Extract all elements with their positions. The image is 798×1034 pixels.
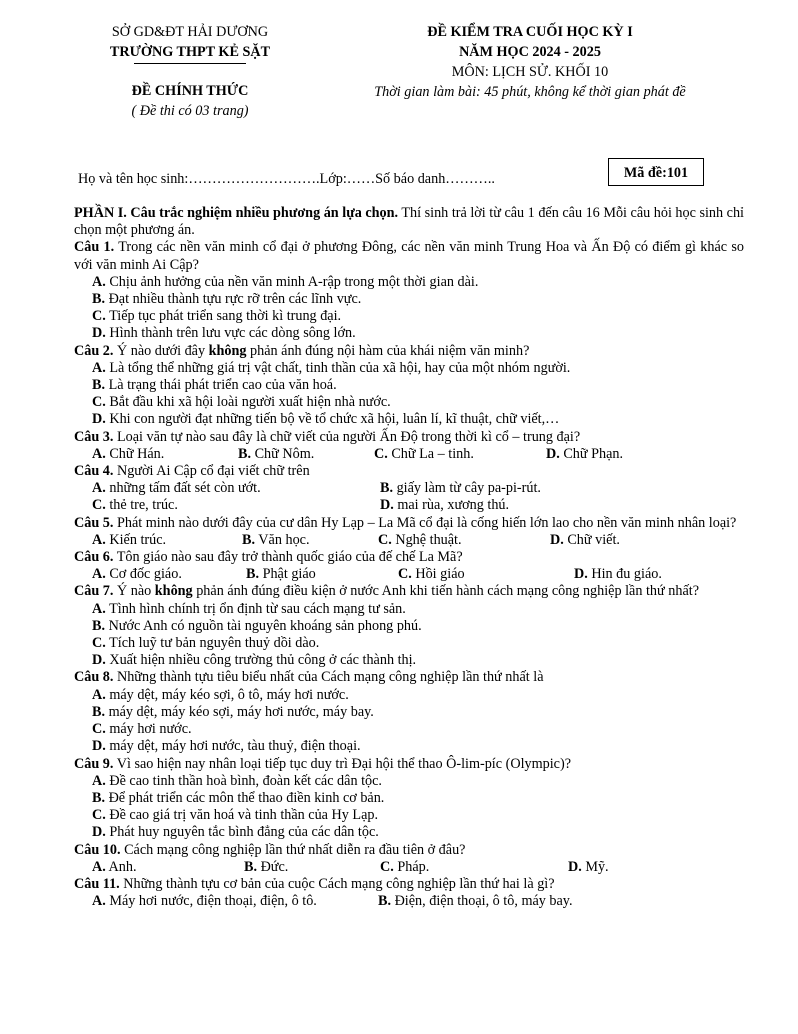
answer-option xyxy=(92,773,382,789)
question-block xyxy=(74,239,744,342)
question-stem xyxy=(74,669,744,686)
option-letter: D. xyxy=(550,531,564,548)
option-letter: D. xyxy=(92,824,106,841)
answer-row xyxy=(74,721,744,738)
question-stem xyxy=(74,876,744,893)
question-block xyxy=(74,343,744,429)
pages-note: ( Đề thi có 03 trang) xyxy=(131,103,249,119)
answer-row xyxy=(74,411,744,428)
option-letter: C. xyxy=(380,858,394,875)
option-letter: B. xyxy=(92,617,106,634)
question-number: Câu 3. xyxy=(74,428,114,445)
option-text: Hình thành trên lưu vực các dòng sông lớn. xyxy=(105,325,356,342)
option-text: máy dệt, máy hơi nước, tàu thuỷ, điện thoại. xyxy=(105,738,361,755)
answer-option xyxy=(92,807,378,823)
answer-row xyxy=(74,291,744,308)
option-letter: A. xyxy=(92,566,106,583)
answer-option xyxy=(92,635,319,651)
question-stem xyxy=(74,515,744,532)
option-letter: C. xyxy=(398,566,412,583)
answer-option xyxy=(574,566,662,583)
question-stem xyxy=(74,343,744,360)
answer-option xyxy=(244,859,380,876)
answer-row xyxy=(74,859,744,876)
option-letter: A. xyxy=(92,600,106,617)
answer-option xyxy=(92,738,361,754)
question-text: Tôn giáo nào sau đây trở thành quốc giáo của đế chế La Mã? xyxy=(113,549,463,566)
subject-line: MÔN: LỊCH SỬ. KHỐI 10 xyxy=(451,64,609,80)
answer-option xyxy=(568,859,609,876)
question-text: Loại văn tự nào sau đây là chữ viết của người Ấn Độ trong thời kì cổ – trung đại? xyxy=(113,428,581,445)
question-block xyxy=(74,429,744,463)
question-text: Ý nào xyxy=(113,583,155,600)
question-number: Câu 9. xyxy=(74,755,114,772)
exam-title: ĐỀ KIỂM TRA CUỐI HỌC KỲ I xyxy=(427,24,633,40)
option-text: Để phát triển các môn thể thao điền kinh cơ bản. xyxy=(105,789,385,806)
option-letter: C. xyxy=(92,807,106,824)
answer-row xyxy=(74,824,744,841)
question-number: Câu 5. xyxy=(74,514,114,531)
question-block xyxy=(74,463,744,515)
option-text: Cơ đốc giáo. xyxy=(105,566,182,583)
option-text: Hồi giáo xyxy=(411,566,465,583)
question-block xyxy=(74,549,744,583)
question-stem xyxy=(74,429,744,446)
header-right xyxy=(330,22,730,102)
question-number: Câu 4. xyxy=(74,463,114,480)
answer-row xyxy=(74,308,744,325)
answer-row xyxy=(74,532,744,549)
department-name: SỞ GD&ĐT HẢI DƯƠNG xyxy=(111,24,269,40)
answer-option xyxy=(92,704,374,720)
answer-option xyxy=(398,566,574,583)
question-block xyxy=(74,876,744,910)
exam-code-box: Mã đề:101 xyxy=(608,158,704,186)
answer-row xyxy=(74,652,744,669)
answer-option xyxy=(92,394,391,410)
answer-row xyxy=(74,497,744,514)
option-text: Là tổng thể những giá trị vật chất, tinh thần của xã hội, hay của một nhóm người. xyxy=(105,359,571,376)
option-letter: D. xyxy=(92,411,106,428)
option-text: Nước Anh có nguồn tài nguyên khoáng sản phong phú. xyxy=(105,617,422,634)
option-letter: A. xyxy=(92,686,106,703)
option-letter: B. xyxy=(380,480,394,497)
question-block xyxy=(74,756,744,842)
option-letter: A. xyxy=(92,359,106,376)
option-text: Anh. xyxy=(105,858,137,875)
option-text: Máy hơi nước, điện thoại, điện, ô tô. xyxy=(105,893,317,910)
answer-option xyxy=(378,893,573,910)
answer-option xyxy=(92,893,378,910)
option-text: máy dệt, máy kéo sợi, ô tô, máy hơi nước. xyxy=(105,686,349,703)
option-text: Phật giáo xyxy=(259,566,316,583)
answer-option xyxy=(92,721,192,737)
option-text: Kiến trúc. xyxy=(105,531,167,548)
option-text: Văn học. xyxy=(255,531,310,548)
part1-title: PHẦN I. Câu trắc nghiệm nhiều phương án lựa chọn. xyxy=(74,205,399,221)
option-letter: C. xyxy=(92,721,106,738)
option-text: những tấm đất sét còn ướt. xyxy=(105,480,261,497)
answer-option xyxy=(92,687,349,703)
question-text: phản ánh đúng nội hàm của khái niệm văn minh? xyxy=(246,342,530,359)
school-year: NĂM HỌC 2024 - 2025 xyxy=(459,44,601,60)
option-text: Chữ Phạn. xyxy=(559,445,624,462)
part1-heading xyxy=(74,205,744,239)
answer-row xyxy=(74,377,744,394)
answer-option xyxy=(378,532,550,549)
option-letter: C. xyxy=(92,635,106,652)
option-letter: A. xyxy=(92,480,106,497)
option-text: Hin đu giáo. xyxy=(587,566,662,583)
option-letter: A. xyxy=(92,893,106,910)
option-text: Khi con người đạt những tiến bộ về tổ chức xã hội, luân lí, kĩ thuật, chữ viết,… xyxy=(105,411,560,428)
answer-row xyxy=(74,893,744,910)
answer-option xyxy=(92,859,244,876)
option-text: Điện, điện thoại, ô tô, máy bay. xyxy=(391,893,573,910)
option-letter: D. xyxy=(92,325,106,342)
answer-row xyxy=(74,618,744,635)
option-letter: B. xyxy=(92,703,106,720)
question-text: Cách mạng công nghiệp lần thứ nhất diễn ra đầu tiên ở đâu? xyxy=(120,841,466,858)
answer-option xyxy=(92,480,380,497)
option-letter: B. xyxy=(238,445,252,462)
option-letter: B. xyxy=(378,893,392,910)
option-text: Là trạng thái phát triển cao của văn hoá. xyxy=(105,377,337,394)
option-letter: C. xyxy=(92,497,106,514)
option-text: Phát huy nguyên tắc bình đẳng của các dân tộc. xyxy=(105,824,379,841)
answer-option xyxy=(92,274,478,290)
answer-option xyxy=(550,532,620,549)
answer-row xyxy=(74,704,744,721)
answer-row xyxy=(74,687,744,704)
answer-option xyxy=(92,446,238,463)
answer-option xyxy=(92,411,559,427)
option-letter: D. xyxy=(546,445,560,462)
part1-instruction: Thí sinh trả lời từ câu 1 đến câu 16 Mỗi câu hỏi học sinh chỉ chọn một phương án. xyxy=(74,205,745,239)
question-text: Những thành tựu tiêu biểu nhất của Cách mạng công nghiệp lần thứ nhất là xyxy=(113,669,544,686)
option-text: Tình hình chính trị ổn định từ sau cách mạng tư sản. xyxy=(105,600,406,617)
option-letter: A. xyxy=(92,273,106,290)
answer-option xyxy=(92,291,361,307)
question-stem xyxy=(74,549,744,566)
question-stem xyxy=(74,842,744,859)
option-letter: D. xyxy=(574,566,588,583)
option-letter: C. xyxy=(92,308,106,325)
option-text: Đề cao giá trị văn hoá và tinh thần của Hy Lạp. xyxy=(105,807,379,824)
question-text: phản ánh đúng điều kiện ở nước Anh khi tiến hành cách mạng công nghiệp lần thứ nhất? xyxy=(192,583,699,600)
question-text: Vì sao hiện nay nhân loại tiếp tục duy trì Đại hội thể thao Ô-lim-píc (Olympic)? xyxy=(113,755,571,772)
option-text: Chữ viết. xyxy=(563,531,620,548)
answer-row xyxy=(74,635,744,652)
question-text: Trong các nền văn minh cổ đại ở phương Đông, các nền văn minh Trung Hoa và Ấn Độ có điểm gì khác so với văn minh Ai Cập? xyxy=(74,239,744,273)
answer-row xyxy=(74,790,744,807)
emphasis-text: không xyxy=(154,583,193,600)
answer-option xyxy=(92,618,422,634)
question-block xyxy=(74,669,744,755)
option-letter: D. xyxy=(92,652,106,669)
option-letter: C. xyxy=(92,394,106,411)
answer-row xyxy=(74,274,744,291)
option-text: Đề cao tinh thần hoà bình, đoàn kết các dân tộc. xyxy=(105,772,382,789)
question-block xyxy=(74,842,744,876)
option-letter: B. xyxy=(242,531,256,548)
option-text: Tích luỹ tư bản nguyên thuỷ dồi dào. xyxy=(105,635,320,652)
answer-option xyxy=(380,497,509,514)
time-note: Thời gian làm bài: 45 phút, không kể thời gian phát đề xyxy=(374,84,686,100)
option-text: Chịu ảnh hưởng của nền văn minh A-rập trong một thời gian dài. xyxy=(105,273,479,290)
answer-option xyxy=(380,480,541,497)
answer-row xyxy=(74,325,744,342)
question-stem xyxy=(74,583,744,600)
question-text: Những thành tựu cơ bản của cuộc Cách mạng công nghiệp lần thứ hai là gì? xyxy=(119,875,555,892)
option-text: Đạt nhiều thành tựu rực rỡ trên các lĩnh vực. xyxy=(105,291,362,308)
official-label: ĐỀ CHÍNH THỨC xyxy=(131,83,249,99)
question-number: Câu 10. xyxy=(74,841,121,858)
answer-option xyxy=(380,859,568,876)
question-number: Câu 2. xyxy=(74,342,114,359)
option-text: mai rùa, xương thú. xyxy=(393,497,510,514)
answer-option xyxy=(92,790,384,806)
answer-row xyxy=(74,566,744,583)
option-letter: D. xyxy=(568,858,582,875)
question-number: Câu 6. xyxy=(74,549,114,566)
option-text: máy dệt, máy kéo sợi, máy hơi nước, máy bay. xyxy=(105,703,374,720)
answer-option xyxy=(92,325,356,341)
option-text: máy hơi nước. xyxy=(105,721,192,738)
question-number: Câu 11. xyxy=(74,875,120,892)
answer-option xyxy=(92,566,246,583)
option-letter: D. xyxy=(92,738,106,755)
answer-option xyxy=(92,532,242,549)
answer-option xyxy=(92,497,380,514)
answer-option xyxy=(92,652,416,668)
answer-option xyxy=(92,360,570,376)
question-list xyxy=(74,239,744,910)
answer-option xyxy=(374,446,546,463)
answer-row xyxy=(74,480,744,497)
question-text: Người Ai Cập cổ đại viết chữ trên xyxy=(113,463,310,480)
answer-option xyxy=(546,446,623,463)
option-text: Đức. xyxy=(257,858,289,875)
option-letter: A. xyxy=(92,531,106,548)
answer-row xyxy=(74,773,744,790)
option-text: Pháp. xyxy=(393,858,430,875)
answer-row xyxy=(74,446,744,463)
option-text: Tiếp tục phát triển sang thời kì trung đại. xyxy=(105,308,342,325)
option-letter: C. xyxy=(378,531,392,548)
answer-row xyxy=(74,360,744,377)
option-text: Nghệ thuật. xyxy=(391,531,462,548)
answer-row xyxy=(74,394,744,411)
option-text: thẻ tre, trúc. xyxy=(105,497,178,514)
answer-option xyxy=(92,377,337,393)
option-letter: B. xyxy=(92,291,106,308)
question-number: Câu 1. xyxy=(74,239,115,256)
option-text: Mỹ. xyxy=(581,858,609,875)
question-number: Câu 7. xyxy=(74,583,114,600)
option-text: giấy làm từ cây pa-pi-rút. xyxy=(393,480,541,497)
option-letter: D. xyxy=(380,497,394,514)
option-letter: B. xyxy=(244,858,258,875)
answer-option xyxy=(92,824,379,840)
emphasis-text: không xyxy=(208,342,247,359)
option-letter: B. xyxy=(92,789,106,806)
question-stem xyxy=(74,463,744,480)
answer-row xyxy=(74,807,744,824)
option-text: Chữ La – tinh. xyxy=(387,445,474,462)
option-letter: C. xyxy=(374,445,388,462)
option-letter: B. xyxy=(246,566,260,583)
school-name: TRƯỜNG THPT KẺ SẶT xyxy=(109,44,271,60)
option-text: Chữ Nôm. xyxy=(251,445,315,462)
question-stem xyxy=(74,756,744,773)
option-letter: A. xyxy=(92,858,106,875)
option-letter: B. xyxy=(92,377,106,394)
question-block xyxy=(74,583,744,669)
question-stem xyxy=(74,239,744,273)
answer-row xyxy=(74,738,744,755)
option-text: Xuất hiện nhiều công trường thủ công ở các thành thị. xyxy=(105,652,417,669)
answer-option xyxy=(242,532,378,549)
option-text: Bắt đầu khi xã hội loài người xuất hiện nhà nước. xyxy=(105,394,391,411)
answer-option xyxy=(246,566,398,583)
option-letter: A. xyxy=(92,445,106,462)
question-block xyxy=(74,515,744,549)
answer-row xyxy=(74,601,744,618)
question-text: Ý nào dưới đây xyxy=(113,342,209,359)
option-text: Chữ Hán. xyxy=(105,445,165,462)
question-text: Phát minh nào dưới đây của cư dân Hy Lạp – La Mã cổ đại là cống hiến lớn lao cho nền văn minh nhân loại? xyxy=(113,514,737,531)
question-number: Câu 8. xyxy=(74,669,114,686)
exam-body xyxy=(74,205,744,910)
answer-option xyxy=(238,446,374,463)
answer-option xyxy=(92,601,406,617)
answer-option xyxy=(92,308,341,324)
header-left xyxy=(70,22,310,121)
student-info-line: Họ và tên học sinh:……………………….Lớp:……Số báo danh……….. xyxy=(78,171,495,187)
option-letter: A. xyxy=(92,772,106,789)
